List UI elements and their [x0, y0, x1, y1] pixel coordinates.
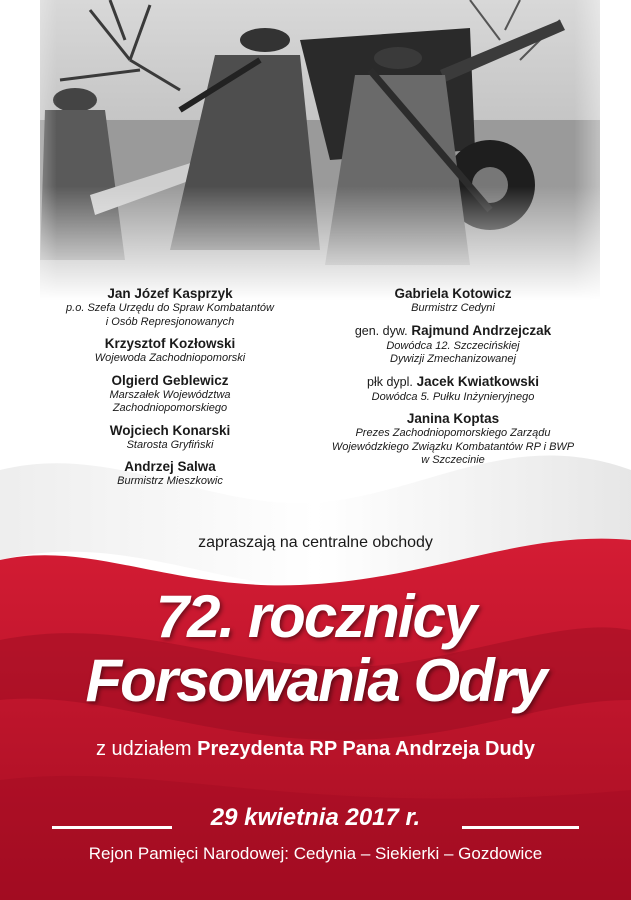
host-title: Wojewódzkiego Związku Kombatantów RP i BWP: [331, 440, 575, 453]
host-entry: [40, 458, 300, 489]
hosts-left-column: [40, 285, 300, 495]
date-row: [0, 804, 631, 834]
president-prefix: z udziałem: [95, 738, 198, 760]
host-name: Olgierd Geblewicz: [111, 372, 229, 388]
host-entry: [318, 285, 588, 316]
host-title: Wojewoda Zachodniopomorski: [94, 352, 246, 364]
host-title: Marszałek Województwa: [109, 388, 231, 401]
host-title: Burmistrz Cedyni: [411, 302, 495, 314]
headline-line-1: 72. rocznicy: [155, 583, 476, 650]
event-date: 29 kwietnia 2017 r.: [210, 804, 421, 831]
host-entry: [318, 410, 588, 468]
host-entry: [318, 373, 588, 405]
host-title: p.o. Szefa Urzędu do Spraw Kombatantów: [66, 302, 274, 314]
event-location: Rejon Pamięci Narodowej: Cedynia – Siekierki – Gozdowice: [88, 844, 543, 863]
host-title: Prezes Zachodniopomorskiego Zarządu: [355, 427, 551, 439]
host-name: Jacek Kwiatkowski: [416, 373, 539, 389]
host-rank: płk dypl.: [367, 374, 413, 389]
host-name: Wojciech Konarski: [109, 422, 231, 438]
host-name: Andrzej Salwa: [124, 459, 216, 474]
host-rank: gen. dyw.: [354, 323, 408, 338]
host-name: Rajmund Andrzejczak: [411, 322, 552, 338]
host-entry: [40, 422, 300, 453]
hosts-right-column: [318, 285, 588, 474]
host-title: Starosta Gryfiński: [126, 438, 214, 451]
invitation-text: zapraszają na centralne obchody: [198, 534, 433, 551]
host-entry: [40, 372, 300, 416]
president-name: Prezydenta RP Pana Andrzeja Dudy: [197, 738, 536, 760]
president-line: [0, 738, 631, 761]
divider-right: [462, 826, 579, 829]
host-title: Dywizji Zmechanizowanej: [390, 353, 516, 365]
host-name: Janina Koptas: [406, 411, 500, 426]
host-title: i Osób Represjonowanych: [105, 315, 235, 328]
host-title: Dowódca 12. Szczecińskiej: [386, 339, 520, 352]
host-title: Burmistrz Mieszkowic: [117, 475, 223, 487]
host-name: Jan Józef Kasprzyk: [107, 286, 233, 301]
host-title: w Szczecinie: [421, 454, 485, 466]
host-entry: [40, 335, 300, 366]
host-title: Dowódca 5. Pułku Inżynieryjnego: [371, 390, 535, 403]
host-title: Zachodniopomorskiego: [112, 402, 228, 414]
headline-line-2: Forsowania Odry: [85, 647, 546, 714]
host-entry: [40, 285, 300, 329]
host-entry: [318, 322, 588, 367]
host-name: Krzysztof Kozłowski: [104, 336, 236, 351]
host-name: Gabriela Kotowicz: [394, 286, 512, 301]
